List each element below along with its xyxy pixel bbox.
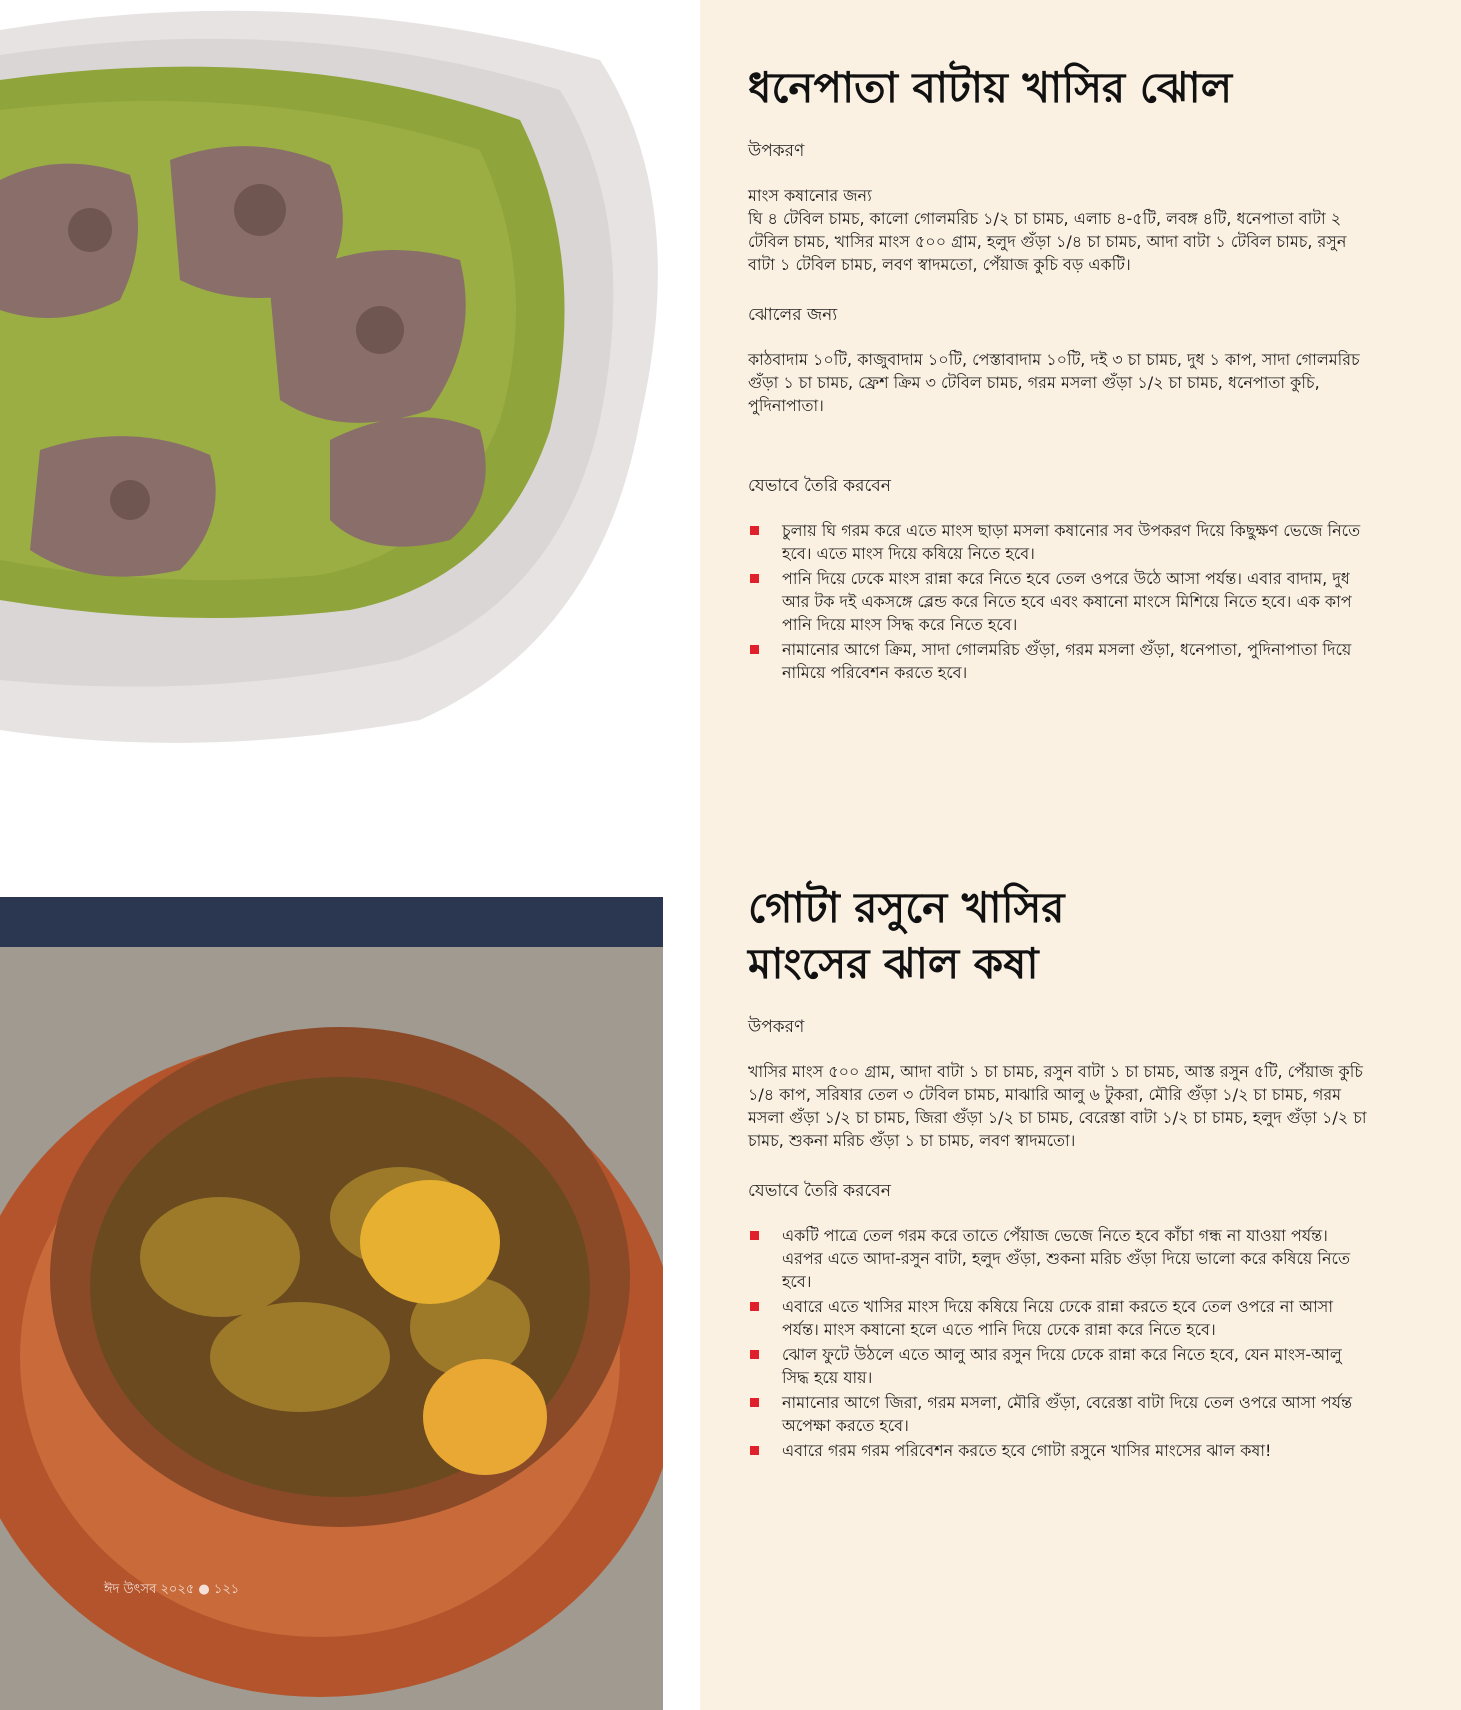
list-item: পানি দিয়ে ঢেকে মাংস রান্না করে নিতে হবে তেল ওপরে উঠে আসা পর্যন্ত। এবার বাদাম, দুধ আর টক দই একসঙ্গে ব্লেন্ড করে নিতে হবে এবং কষানো মাংসে মিশিয়ে নিতে হবে। এক কাপ পানি দিয়ে মাংস সিদ্ধ করে নিতে হবে।: [748, 567, 1368, 636]
list-item: এবারে গরম গরম পরিবেশন করতে হবে গোটা রসুনে খাসির মাংসের ঝাল কষা!: [748, 1439, 1368, 1462]
bullet-square-icon: [750, 1302, 759, 1311]
meat-ingredients: [748, 184, 1368, 276]
bullet-square-icon: [750, 1350, 759, 1359]
dish-photo-garlic-mutton: [0, 897, 663, 1710]
method-heading: যেভাবে তৈরি করবেন: [748, 476, 891, 496]
bullet-square-icon: [750, 526, 759, 535]
page-footer: ঈদ উৎসব ২০২৫ ● ১২১: [104, 1582, 240, 1597]
recipe-title: ধনেপাতা বাটায় খাসির ঝোল: [748, 63, 1233, 112]
ingredients-heading: উপকরণ: [748, 141, 805, 161]
list-item: নামানোর আগে ক্রিম, সাদা গোলমরিচ গুঁড়া, গরম মসলা গুঁড়া, ধনেপাতা, পুদিনাপাতা দিয়ে নামিয়ে পরিবেশন করতে হবে।: [748, 638, 1368, 684]
bullet-square-icon: [750, 645, 759, 654]
recipe-title: গোটা রসুনে খাসির মাংসের ঝাল কষা: [748, 883, 1065, 988]
meat-ingredients-text: ঘি ৪ টেবিল চামচ, কালো গোলমরিচ ১/২ চা চামচ, এলাচ ৪-৫টি, লবঙ্গ ৪টি, ধনেপাতা বাটা ২ টেবিল চামচ, খাসির মাংস ৫০০ গ্রাম, হলুদ গুঁড়া ১/৪ চা চামচ, আদা বাটা ১ টেবিল চামচ, রসুন বাটা ১ টেবিল চামচ, লবণ স্বাদমতো, পেঁয়াজ কুচি বড় একটি।: [748, 209, 1347, 274]
method-steps: [748, 519, 1368, 684]
bullet-square-icon: [750, 1398, 759, 1407]
list-item: একটি পাত্রে তেল গরম করে তাতে পেঁয়াজ ভেজে নিতে হবে কাঁচা গন্ধ না যাওয়া পর্যন্ত। এরপর এতে আদা-রসুন বাটা, হলুদ গুঁড়া, শুকনা মরিচ গুঁড়া দিয়ে ভালো করে কষিয়ে নিতে হবে।: [748, 1224, 1368, 1293]
jhol-heading: ঝোলের জন্য: [748, 305, 838, 325]
method-steps: [748, 1224, 1368, 1462]
list-item: এবারে এতে খাসির মাংস দিয়ে কষিয়ে নিয়ে ঢেকে রান্না করতে হবে তেল ওপরে না আসা পর্যন্ত। মাংস কষানো হলে এতে পানি দিয়ে ঢেকে রান্না করে নিতে হবে।: [748, 1295, 1368, 1341]
bullet-square-icon: [750, 574, 759, 583]
method-heading: যেভাবে তৈরি করবেন: [748, 1181, 891, 1201]
list-item: চুলায় ঘি গরম করে এতে মাংস ছাড়া মসলা কষানোর সব উপকরণ দিয়ে কিছুক্ষণ ভেজে নিতে হবে। এতে মাংস দিয়ে কষিয়ে নিতে হবে।: [748, 519, 1368, 565]
ingredients-text: খাসির মাংস ৫০০ গ্রাম, আদা বাটা ১ চা চামচ, রসুন বাটা ১ চা চামচ, আস্ত রসুন ৫টি, পেঁয়াজ কুচি ১/৪ কাপ, সরিষার তেল ৩ টেবিল চামচ, মাঝারি আলু ৬ টুকরা, মৌরি গুঁড়া ১/২ চা চামচ, গরম মসলা গুঁড়া ১/২ চা চামচ, জিরা গুঁড়া ১/২ চা চামচ, বেরেস্তা বাটা ১/২ চা চামচ, হলুদ গুঁড়া ১/২ চা চামচ, শুকনা মরিচ গুঁড়া ১ চা চামচ, লবণ স্বাদমতো।: [748, 1062, 1367, 1150]
meat-sub-heading: মাংস কষানোর জন্য: [748, 186, 872, 205]
bullet-square-icon: [750, 1446, 759, 1455]
bullet-square-icon: [750, 1231, 759, 1240]
recipe-coriander-mutton-jhol: [748, 60, 1368, 686]
dish-photo-coriander-mutton: [0, 0, 663, 745]
ingredients-heading: উপকরণ: [748, 1017, 805, 1037]
recipe-garlic-mutton-jhal-kosha: [748, 880, 1368, 1464]
list-item: নামানোর আগে জিরা, গরম মসলা, মৌরি গুঁড়া, বেরেস্তা বাটা দিয়ে তেল ওপরে আসা পর্যন্ত অপেক্ষা করতে হবে।: [748, 1391, 1368, 1437]
list-item: ঝোল ফুটে উঠলে এতে আলু আর রসুন দিয়ে ঢেকে রান্না করে নিতে হবে, যেন মাংস-আলু সিদ্ধ হয়ে যায়।: [748, 1343, 1368, 1389]
jhol-ingredients-text: কাঠবাদাম ১০টি, কাজুবাদাম ১০টি, পেস্তাবাদাম ১০টি, দই ৩ চা চামচ, দুধ ১ কাপ, সাদা গোলমরিচ গুঁড়া ১ চা চামচ, ফ্রেশ ক্রিম ৩ টেবিল চামচ, গরম মসলা গুঁড়া ১/২ চা চামচ, ধনেপাতা কুচি, পুদিনাপাতা।: [748, 350, 1360, 415]
